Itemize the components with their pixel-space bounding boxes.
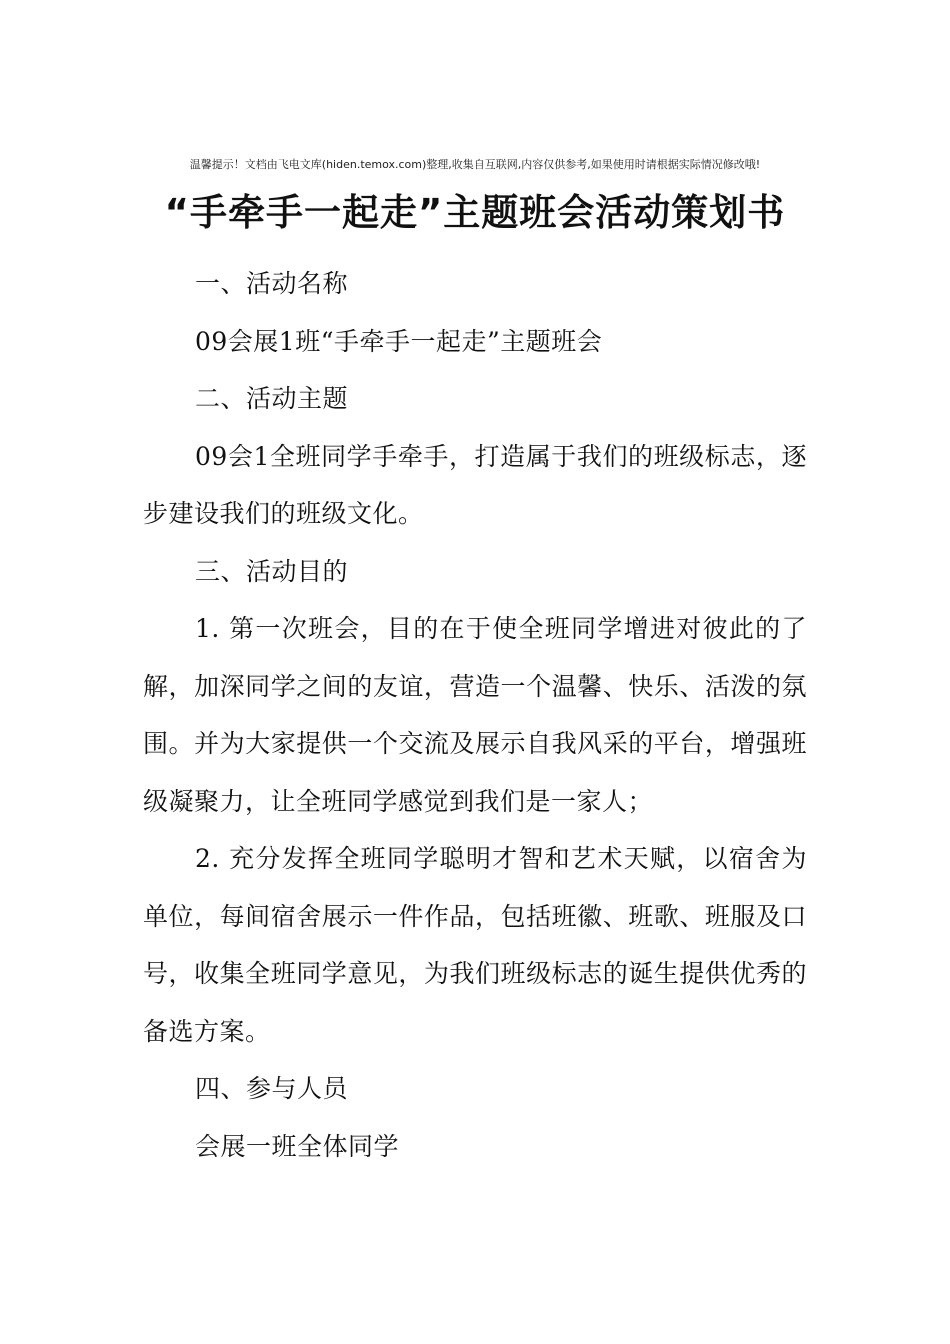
section-purpose-item-2: 2. 充分发挥全班同学聪明才智和艺术天赋，以宿舍为单位，每间宿舍展示一件作品，包括班徽、班歌、班服及口号，收集全班同学意见，为我们班级标志的诞生提供优秀的备选方案。: [143, 844, 807, 1046]
document-body: [143, 255, 807, 1175]
section-heading-purpose: 三、活动目的: [195, 556, 349, 586]
notice-text: 温馨提示！文档由飞电文库(hiden.temox.com)整理,收集自互联网,内容仅供参考,如果使用时请根据实际情况修改哦!: [189, 158, 761, 171]
document-title: “手牵手一起走”主题班会活动策划书: [164, 191, 786, 234]
section-text-theme: 09会1全班同学手牵手，打造属于我们的班级标志，逐步建设我们的班级文化。: [143, 441, 807, 528]
section-text-name: 09会展1班“手牵手一起走”主题班会: [195, 326, 603, 356]
section-heading-participants: 四、参与人员: [195, 1074, 349, 1103]
section-heading-theme: 二、活动主题: [195, 384, 349, 413]
section-heading-name: 一、活动名称: [195, 269, 349, 298]
section-text-participants: 会展一班全体同学: [195, 1131, 400, 1161]
section-purpose-item-1: 1. 第一次班会，目的在于使全班同学增进对彼此的了解，加深同学之间的友谊，营造一个温馨、快乐、活泼的氛围。并为大家提供一个交流及展示自我风采的平台，增强班级凝聚力，让全班同学感觉到我们是一家人；: [143, 614, 807, 816]
